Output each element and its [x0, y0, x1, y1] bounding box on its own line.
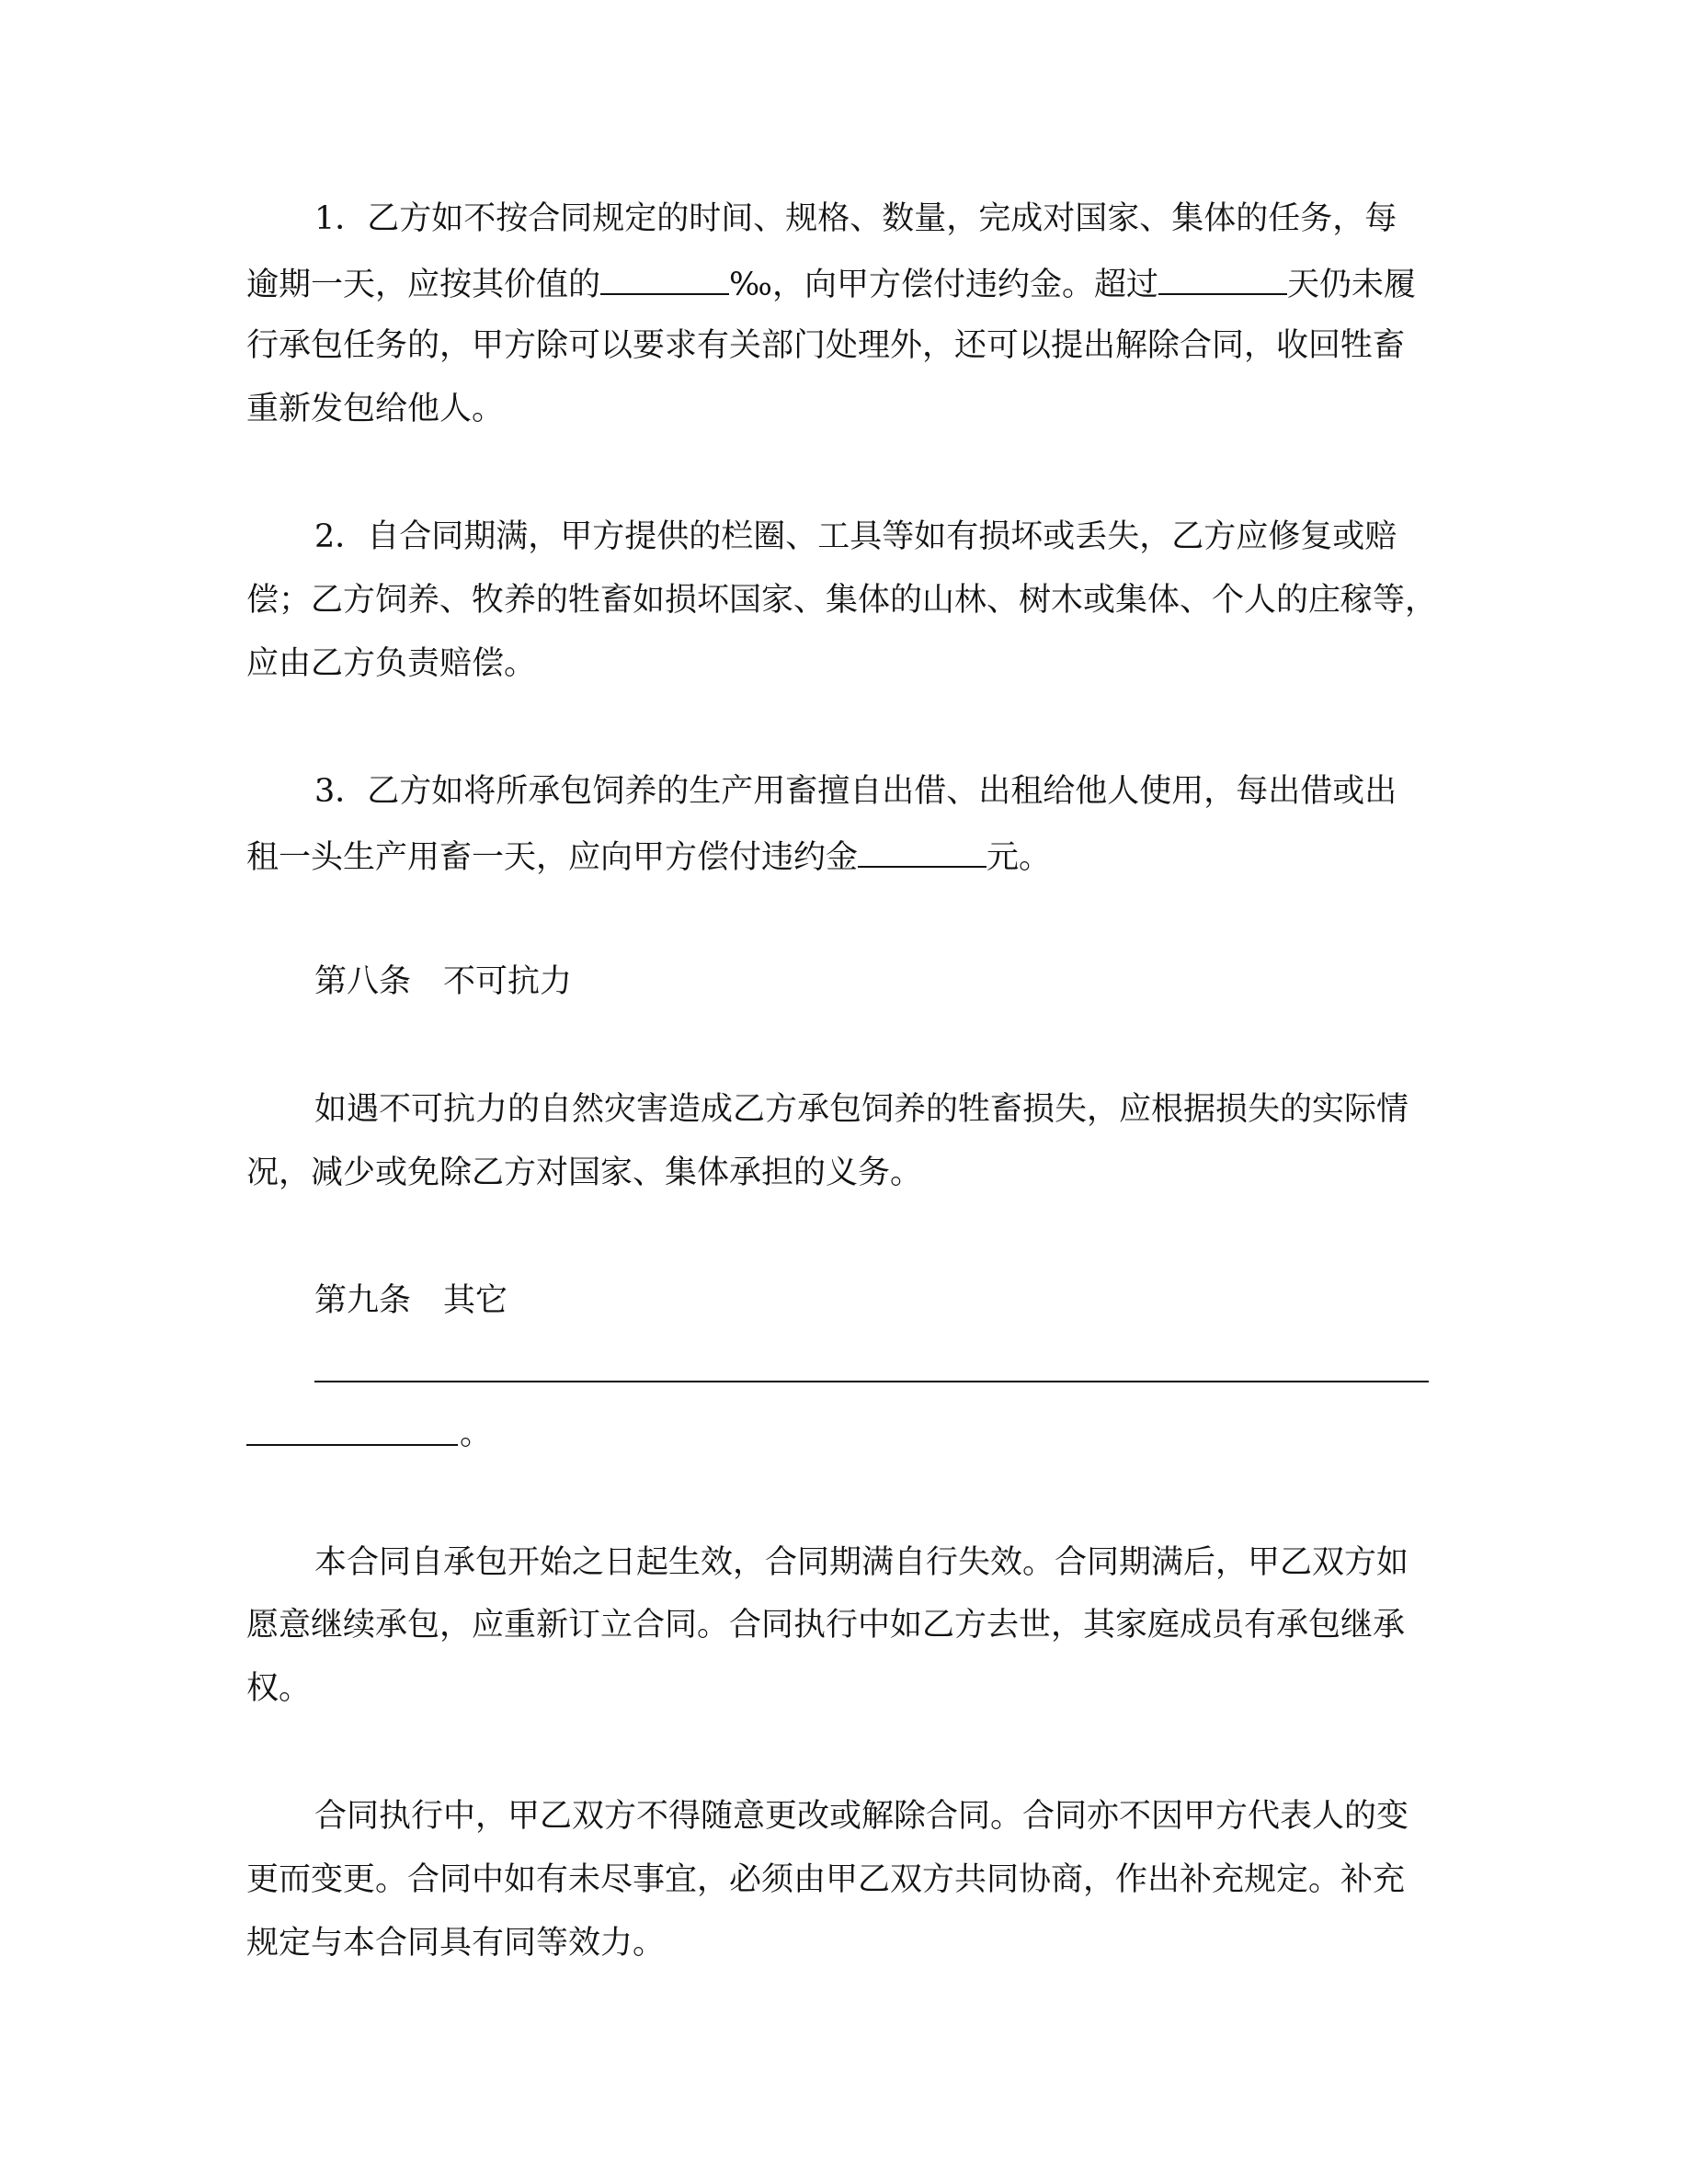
- clause3-line1: 3．乙方如将所承包饲养的生产用畜擅自出借、出租给他人使用，每出借或出: [314, 773, 1397, 810]
- effect-line2: 愿意继续承包，应重新订立合同。合同执行中如乙方去世，其家庭成员有承包继承: [246, 1607, 1406, 1644]
- clause1-line2: [246, 261, 1416, 306]
- clause1-line2-c: 天仍未履: [1286, 267, 1416, 303]
- clause2-line2: 偿；乙方饲养、牧养的牲畜如损坏国家、集体的山林、树木或集体、个人的庄稼等，: [246, 582, 1438, 619]
- article8-heading: 第八条 不可抗力: [314, 963, 573, 1000]
- effect-line3: 权。: [246, 1670, 312, 1707]
- execution-line3: 规定与本合同具有同等效力。: [246, 1925, 666, 1962]
- other-terms-rule-2[interactable]: [246, 1444, 458, 1446]
- clause1-line2-a: 逾期一天，应按其价值的: [246, 267, 601, 303]
- article8-line1: 如遇不可抗力的自然灾害造成乙方承包饲养的牲畜损失，应根据损失的实际情: [314, 1091, 1409, 1128]
- rate-blank[interactable]: [600, 261, 729, 295]
- days-blank[interactable]: [1158, 261, 1287, 295]
- article9-end-mark: 。: [460, 1416, 493, 1452]
- execution-line1: 合同执行中，甲乙双方不得随意更改或解除合同。合同亦不因甲方代表人的变: [314, 1798, 1409, 1835]
- clause3-line2-a: 租一头生产用畜一天，应向甲方偿付违约金: [246, 839, 859, 876]
- clause3-line2: [246, 834, 1051, 879]
- clause1-line4: 重新发包给他人。: [246, 391, 505, 427]
- article8-line2: 况，减少或免除乙方对国家、集体承担的义务。: [246, 1155, 923, 1191]
- clause3-line2-b: 元。: [987, 839, 1052, 876]
- clause2-line1: 2．自合同期满，甲方提供的栏圈、工具等如有损坏或丢失，乙方应修复或赔: [314, 518, 1397, 555]
- article9-heading: 第九条 其它: [314, 1282, 508, 1319]
- execution-line2: 更而变更。合同中如有未尽事宜，必须由甲乙双方共同协商，作出补充规定。补充: [246, 1861, 1406, 1898]
- clause2-line3: 应由乙方负责赔偿。: [246, 645, 537, 682]
- penalty-blank[interactable]: [858, 834, 987, 868]
- effect-line1: 本合同自承包开始之日起生效，合同期满自行失效。合同期满后，甲乙双方如: [314, 1544, 1409, 1581]
- clause1-line3: 行承包任务的，甲方除可以要求有关部门处理外，还可以提出解除合同，收回牲畜: [246, 327, 1406, 364]
- clause1-line1: 1．乙方如不按合同规定的时间、规格、数量，完成对国家、集体的任务，每: [314, 200, 1397, 237]
- other-terms-rule-1[interactable]: [314, 1381, 1429, 1382]
- clause1-line2-b: ‰，向甲方偿付违约金。超过: [729, 267, 1158, 303]
